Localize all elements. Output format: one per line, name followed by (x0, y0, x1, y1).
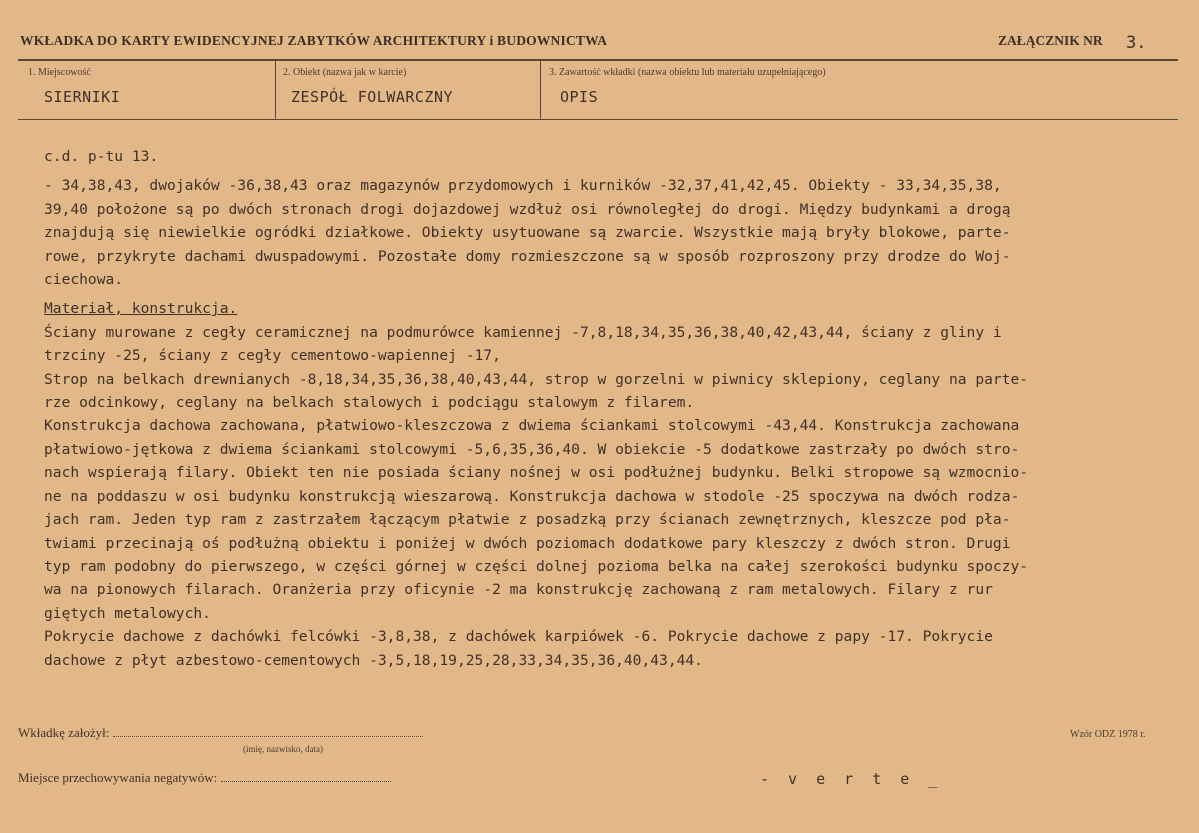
inserted-by-label: Wkładkę założył: (18, 725, 110, 740)
body-line: ciechowa. (44, 271, 124, 289)
inserted-by-line (113, 726, 423, 737)
header-rule (18, 59, 1178, 61)
attachment-label: ZAŁĄCZNIK NR (998, 33, 1103, 48)
inserted-by-hint: (imię, nazwisko, data) (243, 744, 323, 754)
body-line: 39,40 położone są po dwóch stronach drogi dojazdowej wzdłuż osi równoległej do drogi. Między budynkami a drogą (44, 200, 1011, 218)
place-value: SIERNIKI (44, 88, 121, 106)
object-label: 2. Obiekt (nazwa jak w karcie) (283, 67, 407, 78)
body-line: trzciny -25, ściany z cegły cementowo-wapiennej -17, (44, 347, 501, 365)
body-line: rze odcinkowy, ceglany na belkach stalowych i podciągu stalowym z filarem. (44, 394, 695, 412)
field-divider-2 (540, 60, 541, 120)
header-title: WKŁADKA DO KARTY EWIDENCYJNEJ ZABYTKÓW ARCHITEKTURY i BUDOWNICTWA (20, 33, 608, 48)
content-value: OPIS (560, 88, 599, 106)
fields-bottom-rule (18, 119, 1178, 120)
body-line: dachowe z płyt azbestowo-cementowych -3,5,18,19,25,28,33,34,35,36,40,43,44. (44, 651, 703, 669)
body-line: wa na pionowych filarach. Oranżeria przy oficynie -2 ma konstrukcję zachowaną z ram metalowych. Filary z rur (44, 581, 993, 599)
object-value: ZESPÓŁ FOLWARCZNY (291, 88, 454, 106)
description-body (44, 145, 1174, 672)
inserted-by-row (18, 725, 423, 741)
body-line: Strop na belkach drewnianych -8,18,34,35,36,38,40,43,44, strop w gorzelni w piwnicy sklepiony, ceglany na parte- (44, 370, 1029, 388)
attachment-number: 3. (1126, 33, 1147, 53)
body-line: giętych metalowych. (44, 604, 211, 622)
body-line: rowe, przykryte dachami dwuspadowymi. Pozostałe domy rozmieszczone są w sposób rozproszony przy drodze do Woj- (44, 247, 1011, 265)
negatives-line (221, 771, 391, 782)
negatives-row (18, 770, 391, 786)
content-label: 3. Zawartość wkładki (nazwa obiektu lub materiału uzupełniającego) (549, 67, 826, 78)
field-divider-1 (275, 60, 276, 120)
body-line: ne na poddaszu w osi budynku konstrukcją wieszarową. Konstrukcja dachowa w stodole -25 spoczywa na dwóch rodza- (44, 487, 1020, 505)
body-line: jach ram. Jeden typ ram z zastrzałem łączącym płatwie z posadzką przy ścianach zewnętrznych, kleszcze pod pła- (44, 511, 1011, 529)
body-line: - 34,38,43, dwojaków -36,38,43 oraz magazynów przydomowych i kurników -32,37,41,42,45. Obiekty - 33,34,35,38, (44, 177, 1002, 195)
body-line: Pokrycie dachowe z dachówki felcówki -3,8,38, z dachówek karpiówek -6. Pokrycie dachowe z papy -17. Pokrycie (44, 628, 993, 646)
body-line: płatwiowo-jętkowa z dwiema ściankami stolcowymi -5,6,35,36,40. W obiekcie -5 dodatkowe zastrzały po dwóch stro- (44, 440, 1020, 458)
section-heading: Materiał, konstrukcja. (44, 300, 238, 318)
negatives-label: Miejsce przechowywania negatywów: (18, 770, 218, 785)
verte-mark: - v e r t e _ (760, 770, 943, 788)
body-line: twiami przecinają oś podłużną obiektu i poniżej w dwóch poziomach dodatkowe pary kleszczy z dwóch stron. Drugi (44, 534, 1011, 552)
body-line: Ściany murowane z cegły ceramicznej na podmurówce kamiennej -7,8,18,34,35,36,38,40,42,43,44, ściany z gliny i (44, 323, 1002, 341)
body-line: Konstrukcja dachowa zachowana, płatwiowo-kleszczowa z dwiema ściankami stolcowymi -43,44. Konstrukcja zachowana (44, 417, 1020, 435)
body-line: typ ram podobny do pierwszego, w części górnej w części dolnej pozioma belka na całej szerokości budynku spoczy- (44, 557, 1029, 575)
body-line: c.d. p-tu 13. (44, 148, 159, 165)
body-line: nach wspierają filary. Obiekt ten nie posiada ściany nośnej w osi podłużnej budynku. Belki stropowe są wzmocnio- (44, 464, 1029, 482)
body-line: znajdują się niewielkie ogródki działkowe. Obiekty usytuowane są zwarcie. Wszystkie mają bryły blokowe, parte- (44, 224, 1011, 242)
template-label: Wzór ODZ 1978 r. (1070, 729, 1146, 740)
place-label: 1. Miejscowość (28, 67, 91, 78)
